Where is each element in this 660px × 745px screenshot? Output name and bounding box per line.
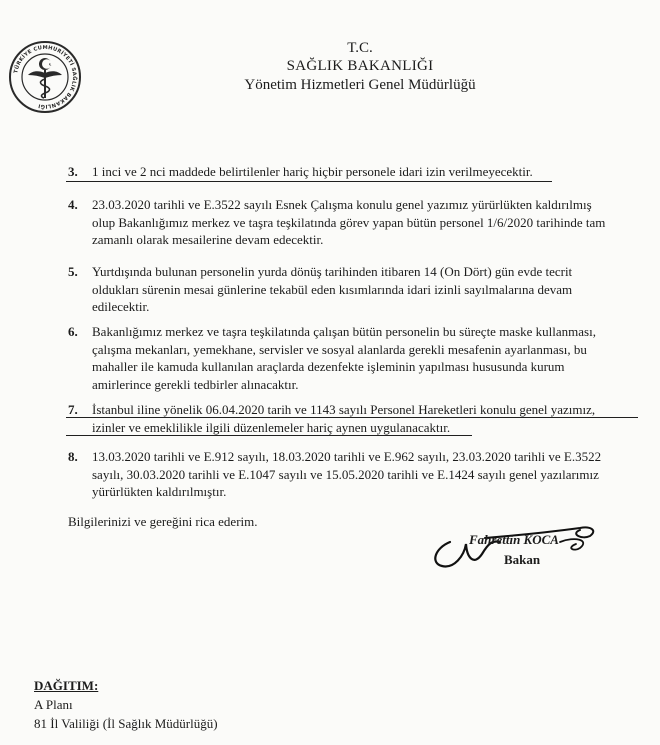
item-line: zamanlı olarak mesailerine devam edecektir. [92,232,324,247]
list-item-7 [68,401,634,436]
item-line: amirlerince gerekli tedbirler alınacaktır. [92,376,299,392]
distribution-heading: DAĞITIM: [34,678,99,693]
underline-item-7-bottom [66,435,472,436]
ministry-emblem-logo [8,40,82,114]
closing-sentence: Bilgilerinizi ve gereğini rica ederim. [68,514,258,529]
item-number: 8. [68,449,78,464]
item-number: 7. [68,402,78,417]
emblem-ring-text: TÜRKİYE CUMHURİYETİ SAĞLIK BAKANLIĞI [13,44,78,110]
item-line: 1 inci ve 2 nci maddede belirtilenler hariç hiçbir personele idari izin verilmeyecektir. [92,164,533,179]
item-line: sayılı, 30.03.2020 tarihli ve E.1047 sayılı ve 15.05.2020 tarihli ve E.1424 sayılı genel yazılarımız [92,466,599,482]
item-line: Yurtdışında bulunan personelin yurda dönüş tarihinden itibaren 14 (On Dört) gün evde tecrit [92,264,573,279]
list-item-6 [68,323,634,393]
header-tc: T.C. [347,40,373,56]
header-ministry-name: SAĞLIK BAKANLIĞI [286,58,434,74]
item-line: 23.03.2020 tarihli ve E.3522 sayılı Esnek Çalışma konulu genel yazımız yürürlükten kaldırılmış [92,197,592,212]
distribution-line: 81 İl Valiliği (İl Sağlık Müdürlüğü) [34,716,218,731]
item-line: çalışma mekanları, yemekhane, servisler ve sosyal alanlarda gerekli mesafenin ayarlanması, bu [92,341,587,357]
item-line: oldukları sürenin mesai günlerine tekabül eden kısımlarında idari izinli sayılmalarına devam [92,281,573,297]
signatory-title: Bakan [504,552,541,567]
item-line: olup Bakanlığımız merkez ve taşra teşkilatında görev yapan bütün personel 1/6/2020 tarihinde tam [92,214,606,230]
list-item-8 [68,448,634,501]
underline-item-7-top [66,417,638,418]
list-item-3 [68,163,634,181]
item-line: edilecektir. [92,299,150,314]
item-line: 13.03.2020 tarihli ve E.912 sayılı, 18.03.2020 tarihli ve E.962 sayılı, 23.03.2020 tarihli ve E.3522 [92,449,602,464]
signatory-name: Fahrettin KOCA [469,532,559,547]
item-line: mahaller ile kamuda kullanılan araçlarda dezenfekte işleminin yapılması hususunda kurum [92,359,565,374]
distribution-line: A Planı [34,697,73,712]
item-line: yürürlükten kaldırılmıştır. [92,484,227,499]
handwritten-signature [430,518,610,578]
item-number: 6. [68,324,78,339]
distribution-block [34,676,218,733]
item-number: 5. [68,264,78,279]
item-line: izinler ve emeklilikle ilgili düzenlemeler hariç aynen uygulanacaktır. [92,419,451,435]
item-line: Bakanlığımız merkez ve taşra teşkilatında çalışan bütün personelin bu süreçte maske kullanması, [92,324,596,339]
item-number: 4. [68,197,78,212]
header-directorate: Yönetim Hizmetleri Genel Müdürlüğü [244,77,476,93]
underline-item-3 [66,181,552,182]
list-item-4 [68,196,634,249]
item-number: 3. [68,164,78,179]
list-item-5 [68,263,634,316]
item-line: İstanbul iline yönelik 06.04.2020 tarih ve 1143 sayılı Personel Hareketleri konulu genel yazımız, [92,402,596,417]
